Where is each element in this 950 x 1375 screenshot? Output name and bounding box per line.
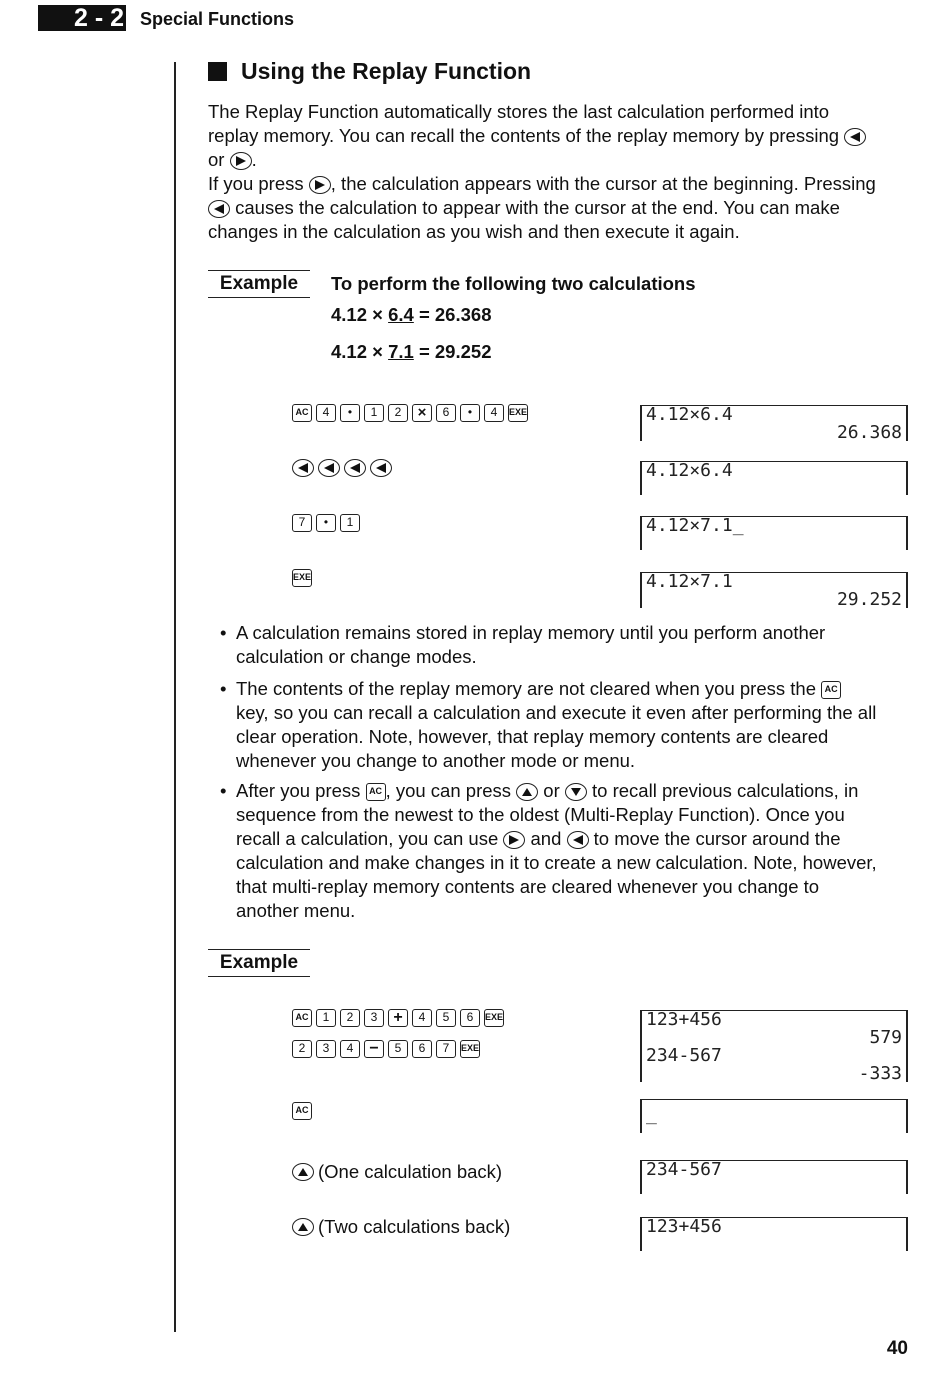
key-7: 7 bbox=[436, 1040, 456, 1058]
key-2: 2 bbox=[388, 404, 408, 422]
key-sequence-7 bbox=[292, 1102, 312, 1120]
calculation-1: 4.12 × 6.4 = 26.368 bbox=[331, 304, 492, 325]
minus-key: − bbox=[364, 1040, 384, 1058]
calc-screen: 4.12×7.1 29.252 bbox=[640, 572, 908, 608]
multiply-key: × bbox=[412, 404, 432, 422]
calc-screen: _ bbox=[640, 1099, 908, 1133]
calc-screen: 4.12×7.1_ bbox=[640, 516, 908, 550]
right-arrow-key-icon bbox=[309, 176, 331, 194]
key-sequence-5 bbox=[292, 1009, 504, 1027]
bullet-item: • The contents of the replay memory are not cleared when you press the AC key, so you can recall a calculation and execute it even after performing the all clear operation. Note, however, that replay memory contents are cleared whenever you change to another mode or menu. bbox=[220, 678, 877, 771]
key-2: 2 bbox=[292, 1040, 312, 1058]
key-1: 1 bbox=[316, 1009, 336, 1027]
key-dot: • bbox=[316, 514, 336, 532]
key-2: 2 bbox=[340, 1009, 360, 1027]
key-5: 5 bbox=[388, 1040, 408, 1058]
exe-key: EXE bbox=[508, 404, 528, 422]
section-title: Special Functions bbox=[140, 9, 295, 29]
intro-line: or . bbox=[208, 149, 257, 170]
bullet-item: • A calculation remains stored in replay memory until you perform another calculation or change modes. bbox=[220, 622, 826, 667]
calc-screen: 4.12×6.4 bbox=[640, 461, 908, 495]
ac-key: AC bbox=[366, 783, 386, 801]
key-sequence-4 bbox=[292, 569, 312, 587]
step-label: (Two calculations back) bbox=[318, 1216, 511, 1237]
square-bullet-icon bbox=[208, 62, 227, 81]
intro-line: changes in the calculation as you wish and then execute it again. bbox=[208, 221, 740, 242]
key-1: 1 bbox=[340, 514, 360, 532]
example-title: To perform the following two calculations bbox=[331, 273, 696, 294]
key-6: 6 bbox=[436, 404, 456, 422]
key-5: 5 bbox=[436, 1009, 456, 1027]
key-3: 3 bbox=[316, 1040, 336, 1058]
page-number: 40 bbox=[886, 1338, 908, 1359]
heading-text: Using the Replay Function bbox=[241, 58, 532, 84]
ac-key: AC bbox=[821, 681, 841, 699]
exe-key: EXE bbox=[292, 569, 312, 587]
right-arrow-key-icon bbox=[230, 152, 252, 170]
left-arrow-key-icon bbox=[844, 128, 866, 146]
key-3: 3 bbox=[364, 1009, 384, 1027]
page-heading bbox=[208, 58, 531, 85]
key-sequence-2 bbox=[292, 459, 392, 477]
ac-key: AC bbox=[292, 1102, 312, 1120]
key-sequence-3 bbox=[292, 514, 360, 532]
left-arrow-key-icon bbox=[292, 459, 314, 477]
example-label: Example bbox=[208, 949, 310, 977]
intro-line: If you press , the calculation appears with the cursor at the beginning. Pressing bbox=[208, 173, 876, 194]
key-7: 7 bbox=[292, 514, 312, 532]
key-sequence-6 bbox=[292, 1040, 480, 1058]
calculation-2: 4.12 × 7.1 = 29.252 bbox=[331, 341, 492, 362]
exe-key: EXE bbox=[484, 1009, 504, 1027]
intro-line: replay memory. You can recall the contents of the replay memory by pressing bbox=[208, 124, 918, 148]
step-two-back bbox=[292, 1216, 510, 1238]
key-6: 6 bbox=[412, 1040, 432, 1058]
up-arrow-key-icon bbox=[292, 1218, 314, 1236]
intro-line: The Replay Function automatically stores the last calculation performed into bbox=[208, 101, 830, 122]
left-arrow-key-icon bbox=[567, 831, 589, 849]
key-4: 4 bbox=[340, 1040, 360, 1058]
calc-screen: 123+456 579 234-567 -333 bbox=[640, 1010, 908, 1082]
up-arrow-key-icon bbox=[292, 1163, 314, 1181]
key-dot: • bbox=[340, 404, 360, 422]
calc-screen: 234-567 bbox=[640, 1160, 908, 1194]
key-6: 6 bbox=[460, 1009, 480, 1027]
ac-key: AC bbox=[292, 1009, 312, 1027]
section-number: 2 - 2 bbox=[38, 5, 126, 31]
up-arrow-key-icon bbox=[516, 783, 538, 801]
down-arrow-key-icon bbox=[565, 783, 587, 801]
right-arrow-key-icon bbox=[503, 831, 525, 849]
plus-key: + bbox=[388, 1009, 408, 1027]
key-dot: • bbox=[460, 404, 480, 422]
step-one-back bbox=[292, 1161, 502, 1183]
calc-screen: 123+456 bbox=[640, 1217, 908, 1251]
exe-key: EXE bbox=[460, 1040, 480, 1058]
intro-line: causes the calculation to appear with the cursor at the end. You can make bbox=[208, 196, 918, 220]
left-arrow-key-icon bbox=[208, 200, 230, 218]
example-label: Example bbox=[208, 270, 310, 298]
margin-rule bbox=[174, 62, 176, 1332]
left-arrow-key-icon bbox=[344, 459, 366, 477]
bullet-item: • After you press AC , you can press or to recall previous calculations, in sequence from the newest to the oldest (Multi-Replay Function). Once you recall a calculation, you can use and to move the cursor around the calculation and make changes in it to create a new calculation. Note, however, that multi-replay memory contents are cleared whenever you change to another menu. bbox=[220, 780, 877, 921]
left-arrow-key-icon bbox=[318, 459, 340, 477]
key-4: 4 bbox=[412, 1009, 432, 1027]
key-4: 4 bbox=[484, 404, 504, 422]
left-arrow-key-icon bbox=[370, 459, 392, 477]
step-label: (One calculation back) bbox=[318, 1161, 503, 1182]
key-4: 4 bbox=[316, 404, 336, 422]
ac-key: AC bbox=[292, 404, 312, 422]
key-1: 1 bbox=[364, 404, 384, 422]
key-sequence-1 bbox=[292, 404, 528, 422]
intro-paragraph bbox=[208, 100, 918, 244]
calc-screen: 4.12×6.4 26.368 bbox=[640, 405, 908, 441]
